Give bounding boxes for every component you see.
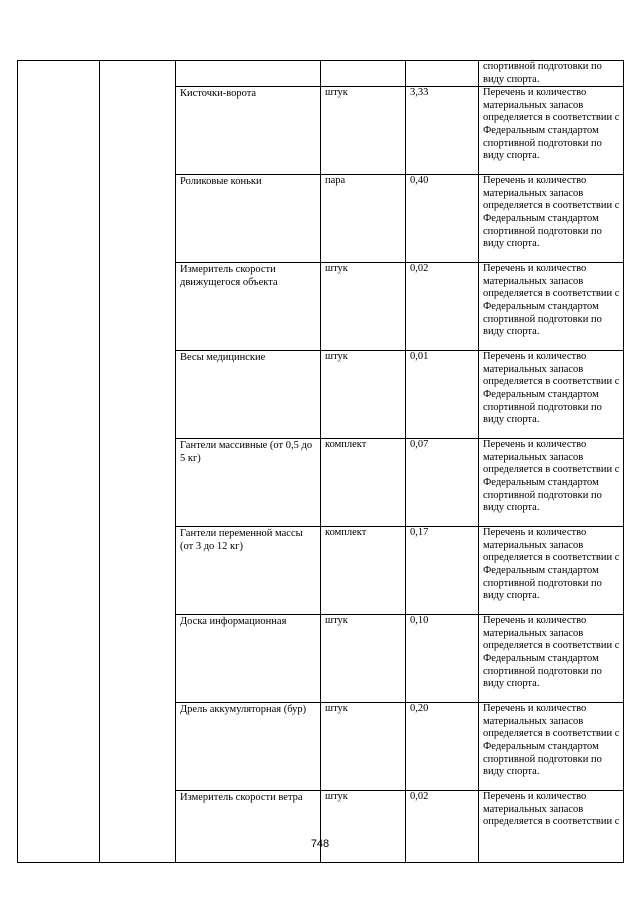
cell-note: Перечень и количество материальных запасов определяется в соответствии с Федеральным стандартом спортивной подготовки по виду спорта. (479, 87, 624, 175)
cell-unit: штук (321, 791, 406, 863)
cell-name: Измеритель скорости ветра (176, 791, 321, 863)
cell-unit: комплект (321, 439, 406, 527)
cell-note: Перечень и количество материальных запасов определяется в соответствии с Федеральным стандартом спортивной подготовки по виду спорта. (479, 527, 624, 615)
cell-name: Доска информационная (176, 615, 321, 703)
cell-unit: пара (321, 175, 406, 263)
cell-name: Измеритель скорости движущегося объекта (176, 263, 321, 351)
cell-name: Дрель аккумуляторная (бур) (176, 703, 321, 791)
cell-name: Кисточки-ворота (176, 87, 321, 175)
cell-note: Перечень и количество материальных запасов определяется в соответствии с Федеральным стандартом спортивной подготовки по виду спорта. (479, 703, 624, 791)
cell-qty: 0,17 (406, 527, 479, 615)
cell-unit: штук (321, 615, 406, 703)
cell-unit: комплект (321, 527, 406, 615)
continuation-row (18, 61, 624, 87)
cell-note: Перечень и количество материальных запасов определяется в соответствии с Федеральным стандартом спортивной подготовки по виду спорта. (479, 615, 624, 703)
cell-note: спортивной подготовки по виду спорта. (479, 61, 624, 87)
cell-unit: штук (321, 87, 406, 175)
cell-empty (321, 61, 406, 87)
page-number: 748 (310, 838, 330, 850)
cell-empty (406, 61, 479, 87)
cell-unit: штук (321, 263, 406, 351)
cell-empty (176, 61, 321, 87)
cell-unit: штук (321, 351, 406, 439)
cell-note: Перечень и количество материальных запасов определяется в соответствии с Федеральным стандартом спортивной подготовки по виду спорта. (479, 175, 624, 263)
merged-cell-col1 (18, 61, 100, 863)
cell-name: Весы медицинские (176, 351, 321, 439)
cell-name: Гантели массивные (от 0,5 до 5 кг) (176, 439, 321, 527)
cell-note: Перечень и количество материальных запасов определяется в соответствии с Федеральным стандартом спортивной подготовки по виду спорта. (479, 263, 624, 351)
cell-qty: 0,40 (406, 175, 479, 263)
cell-note: Перечень и количество материальных запасов определяется в соответствии с Федеральным стандартом спортивной подготовки по виду спорта. (479, 351, 624, 439)
cell-name: Гантели переменной массы (от 3 до 12 кг) (176, 527, 321, 615)
cell-note: Перечень и количество материальных запасов определяется в соответствии с Федеральным стандартом спортивной подготовки по виду спорта. (479, 439, 624, 527)
cell-qty: 0,02 (406, 263, 479, 351)
cell-qty: 0,10 (406, 615, 479, 703)
cell-note: Перечень и количество материальных запасов определяется в соответствии с (479, 791, 624, 863)
equipment-table (17, 60, 624, 863)
cell-qty: 0,02 (406, 791, 479, 863)
cell-qty: 0,07 (406, 439, 479, 527)
cell-unit: штук (321, 703, 406, 791)
cell-qty: 0,20 (406, 703, 479, 791)
cell-qty: 3,33 (406, 87, 479, 175)
cell-qty: 0,01 (406, 351, 479, 439)
merged-cell-col2 (100, 61, 176, 863)
cell-name: Роликовые коньки (176, 175, 321, 263)
